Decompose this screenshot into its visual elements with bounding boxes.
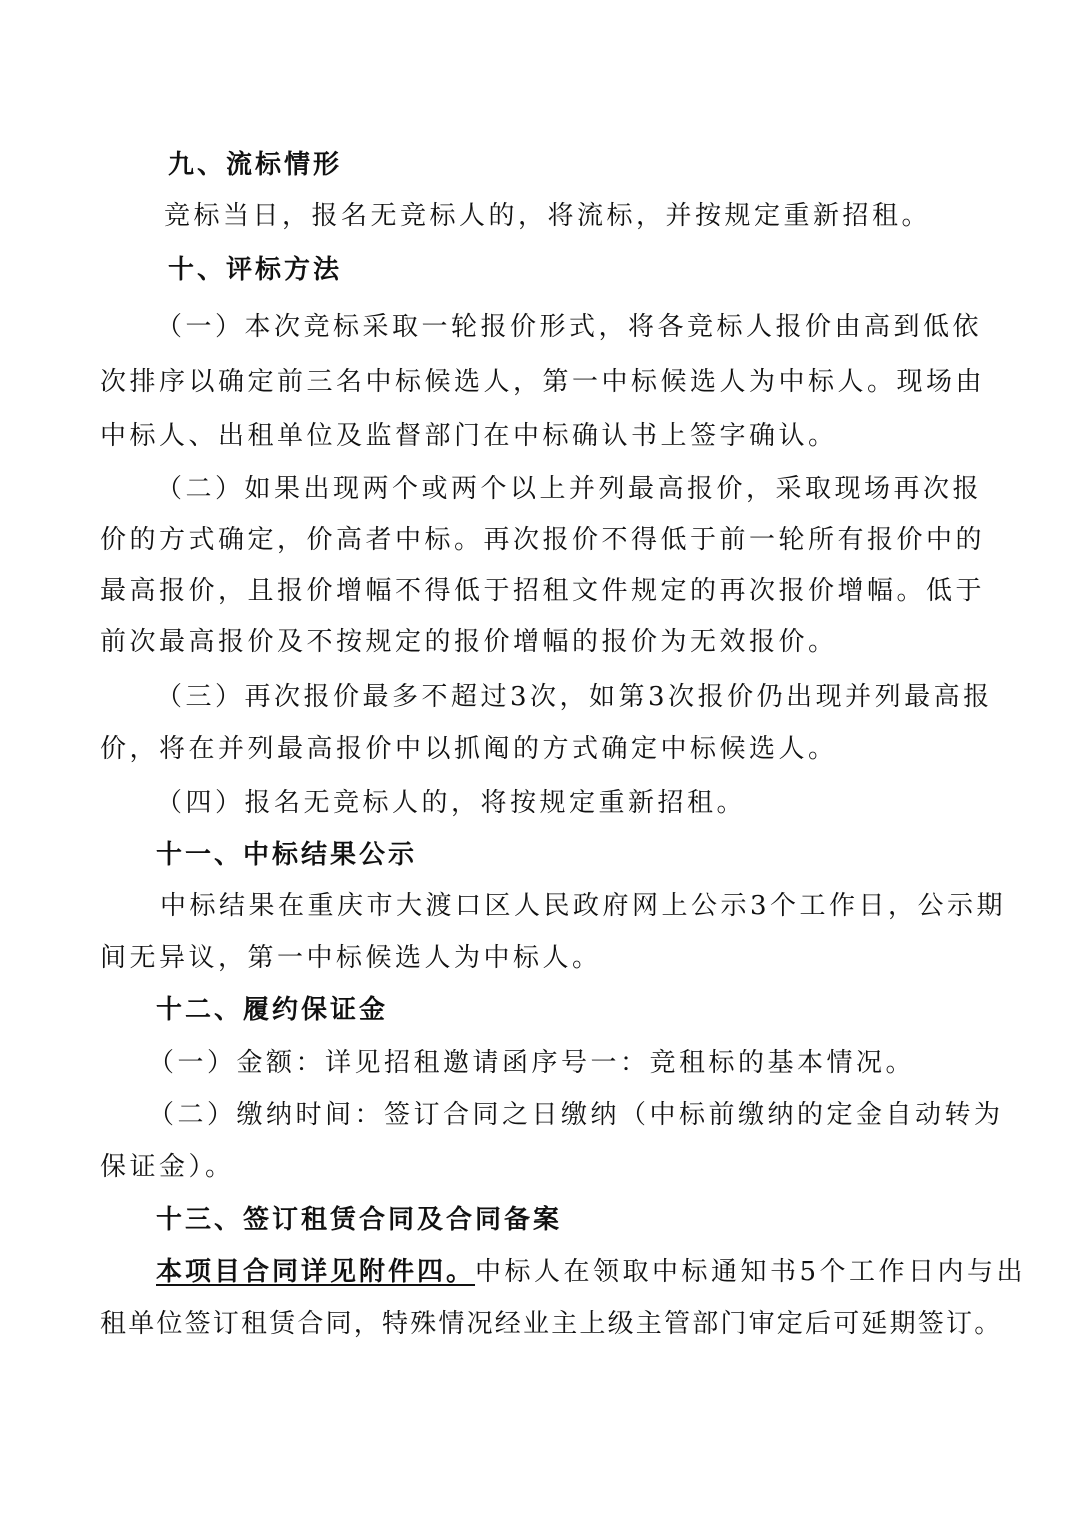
section-10-item-1-line-3: 中标人、出租单位及监督部门在中标确认书上签字确认。	[100, 421, 838, 451]
section-12-item-1: （一）金额：详见招租邀请函序号一：竞租标的基本情况。	[148, 1048, 916, 1078]
section-10-item-2-line-2: 价的方式确定，价高者中标。再次报价不得低于前一轮所有报价中的	[100, 525, 986, 555]
section-10-item-2-line-1: （二）如果出现两个或两个以上并列最高报价，采取现场再次报	[156, 474, 983, 504]
section-9-heading: 九、流标情形	[168, 150, 343, 180]
section-11-paragraph-line-1: 中标结果在重庆市大渡口区人民政府网上公示3个工作日，公示期	[160, 891, 1007, 921]
section-10-item-2-line-3: 最高报价，且报价增幅不得低于招租文件规定的再次报价增幅。低于	[100, 576, 986, 606]
section-11-paragraph-line-2: 间无异议，第一中标候选人为中标人。	[100, 943, 602, 973]
section-13-line-1	[156, 1254, 1046, 1290]
section-12-item-2-line-1: （二）缴纳时间：签订合同之日缴纳（中标前缴纳的定金自动转为	[148, 1100, 1004, 1130]
section-9-paragraph: 竞标当日，报名无竞标人的，将流标，并按规定重新招租。	[164, 201, 932, 231]
section-13-line-1-rest: 中标人在领取中标通知书5个工作日内与出	[475, 1257, 1027, 1287]
section-10-item-2-line-4: 前次最高报价及不按规定的报价增幅的报价为无效报价。	[100, 627, 838, 657]
section-10-item-3-line-1: （三）再次报价最多不超过3次，如第3次报价仍出现并列最高报	[156, 682, 993, 712]
section-10-item-3-line-2: 价，将在并列最高报价中以抓阄的方式确定中标候选人。	[100, 734, 838, 764]
section-12-item-2-line-2: 保证金）。	[100, 1152, 235, 1182]
section-10-item-4: （四）报名无竞标人的，将按规定重新招租。	[156, 788, 747, 818]
section-11-heading: 十一、中标结果公示	[156, 840, 418, 870]
section-13-line-2: 租单位签订租赁合同，特殊情况经业主上级主管部门审定后可延期签订。	[100, 1309, 1003, 1339]
section-10-item-1-line-1: （一）本次竞标采取一轮报价形式，将各竞标人报价由高到低依	[156, 312, 983, 342]
section-13-heading: 十三、签订租赁合同及合同备案	[156, 1205, 563, 1235]
section-12-heading: 十二、履约保证金	[156, 995, 389, 1025]
section-10-heading: 十、评标方法	[168, 255, 343, 285]
section-10-item-1-line-2: 次排序以确定前三名中标候选人，第一中标候选人为中标人。现场由	[100, 367, 986, 397]
contract-annex-reference: 本项目合同详见附件四。	[156, 1257, 476, 1287]
